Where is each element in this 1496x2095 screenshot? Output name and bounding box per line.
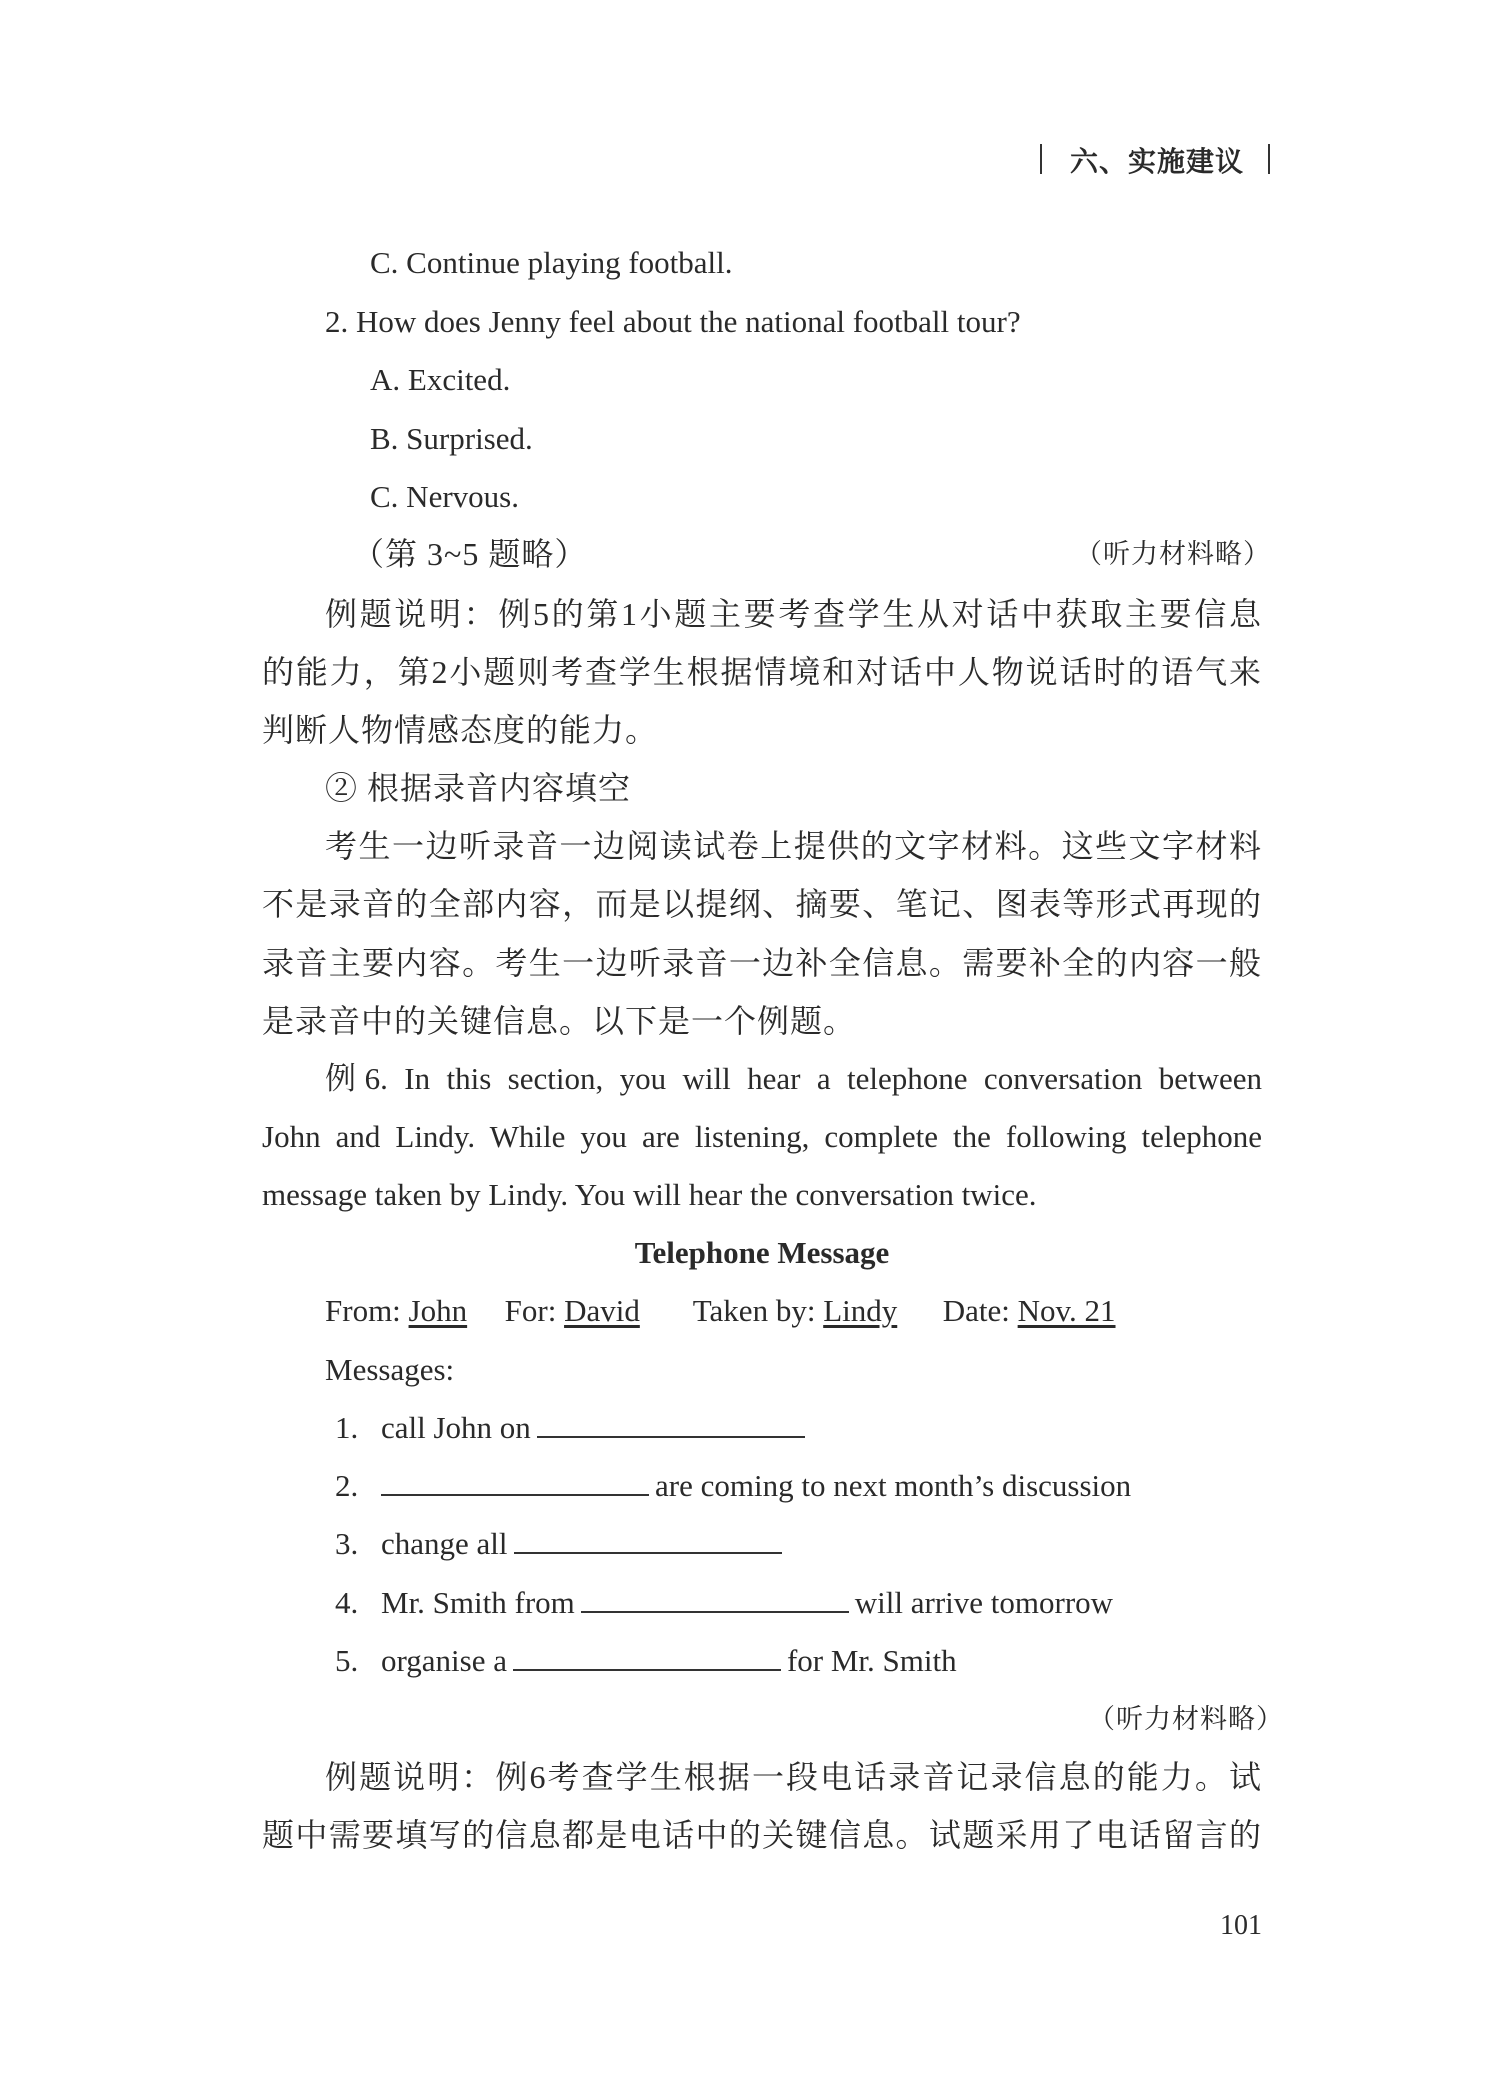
listening-omitted-note-2: （听力材料略） bbox=[1088, 1704, 1284, 1734]
for-label: For: bbox=[504, 1293, 557, 1328]
paragraph-line2: 不是录音的全部内容，而是以提纲、摘要、笔记、图表等形式再现的 bbox=[262, 886, 1262, 922]
item-number: 2. bbox=[335, 1468, 359, 1503]
q1-option-c: C. Continue playing football. bbox=[370, 245, 733, 280]
answer-blank[interactable] bbox=[537, 1410, 805, 1438]
example6-line3: message taken by Lindy. You will hear the conversation twice. bbox=[262, 1177, 1037, 1212]
item-number: 3. bbox=[335, 1526, 359, 1561]
item-text-after: will arrive tomorrow bbox=[854, 1585, 1114, 1620]
subheading: ② 根据录音内容填空 bbox=[325, 770, 632, 806]
from-value: John bbox=[408, 1293, 468, 1328]
example6-line2: John and Lindy. While you are listening, complete the following telephone bbox=[262, 1119, 1262, 1154]
item-number: 5. bbox=[335, 1643, 359, 1678]
message-title: Telephone Message bbox=[634, 1235, 890, 1270]
message-item-1 bbox=[335, 1408, 811, 1448]
message-item-3 bbox=[335, 1524, 788, 1564]
taken-by-label: Taken by: bbox=[692, 1293, 816, 1328]
explanation5-line3: 判断人物情感态度的能力。 bbox=[262, 712, 659, 748]
section-title: 六、实施建议 bbox=[1070, 147, 1245, 178]
omitted-questions: （第 3~5 题略） bbox=[352, 536, 588, 572]
answer-blank[interactable] bbox=[381, 1468, 649, 1496]
messages-label: Messages: bbox=[325, 1352, 455, 1387]
q2-option-a: A. Excited. bbox=[370, 362, 511, 397]
answer-blank[interactable] bbox=[581, 1585, 849, 1613]
header-rule-right bbox=[1268, 144, 1270, 174]
answer-blank[interactable] bbox=[513, 1643, 781, 1671]
q2-option-b: B. Surprised. bbox=[370, 421, 533, 456]
message-item-4 bbox=[335, 1583, 1113, 1623]
explanation5-line1: 例题说明：例5的第1小题主要考查学生从对话中获取主要信息 bbox=[325, 596, 1262, 632]
from-label: From: bbox=[325, 1293, 401, 1328]
taken-by-value: Lindy bbox=[823, 1293, 898, 1328]
item-text: change all bbox=[381, 1526, 508, 1561]
q2-question: 2. How does Jenny feel about the national football tour? bbox=[325, 304, 1021, 339]
example6-line1: 例6. In this section, you will hear a telephone conversation between bbox=[325, 1061, 1262, 1096]
header-rule-left bbox=[1040, 144, 1042, 174]
q2-option-c: C. Nervous. bbox=[370, 479, 519, 514]
item-number: 4. bbox=[335, 1585, 359, 1620]
item-text: are coming to next month’s discussion bbox=[655, 1468, 1132, 1503]
item-text-after: for Mr. Smith bbox=[786, 1643, 957, 1678]
for-value: David bbox=[564, 1293, 640, 1328]
listening-omitted-note: （听力材料略） bbox=[1075, 539, 1271, 569]
paragraph-line4: 是录音中的关键信息。以下是一个例题。 bbox=[262, 1003, 857, 1039]
item-text: Mr. Smith from bbox=[381, 1585, 575, 1620]
explanation6-line1: 例题说明：例6考查学生根据一段电话录音记录信息的能力。试 bbox=[325, 1759, 1262, 1795]
answer-blank[interactable] bbox=[514, 1526, 782, 1554]
running-header bbox=[1040, 140, 1280, 180]
item-text: call John on bbox=[381, 1410, 531, 1445]
message-item-5 bbox=[335, 1641, 957, 1681]
explanation5-line2: 的能力，第2小题则考查学生根据情境和对话中人物说话时的语气来 bbox=[262, 654, 1262, 690]
page-number: 101 bbox=[1220, 1910, 1262, 1941]
paragraph-line1: 考生一边听录音一边阅读试卷上提供的文字材料。这些文字材料 bbox=[325, 828, 1262, 864]
message-item-2 bbox=[335, 1466, 1131, 1506]
date-label: Date: bbox=[942, 1293, 1010, 1328]
item-number: 1. bbox=[335, 1410, 359, 1445]
message-meta bbox=[325, 1291, 1116, 1331]
explanation6-line2: 题中需要填写的信息都是电话中的关键信息。试题采用了电话留言的 bbox=[262, 1817, 1262, 1853]
item-text: organise a bbox=[381, 1643, 507, 1678]
date-value: Nov. 21 bbox=[1017, 1293, 1116, 1328]
paragraph-line3: 录音主要内容。考生一边听录音一边补全信息。需要补全的内容一般 bbox=[262, 945, 1262, 981]
